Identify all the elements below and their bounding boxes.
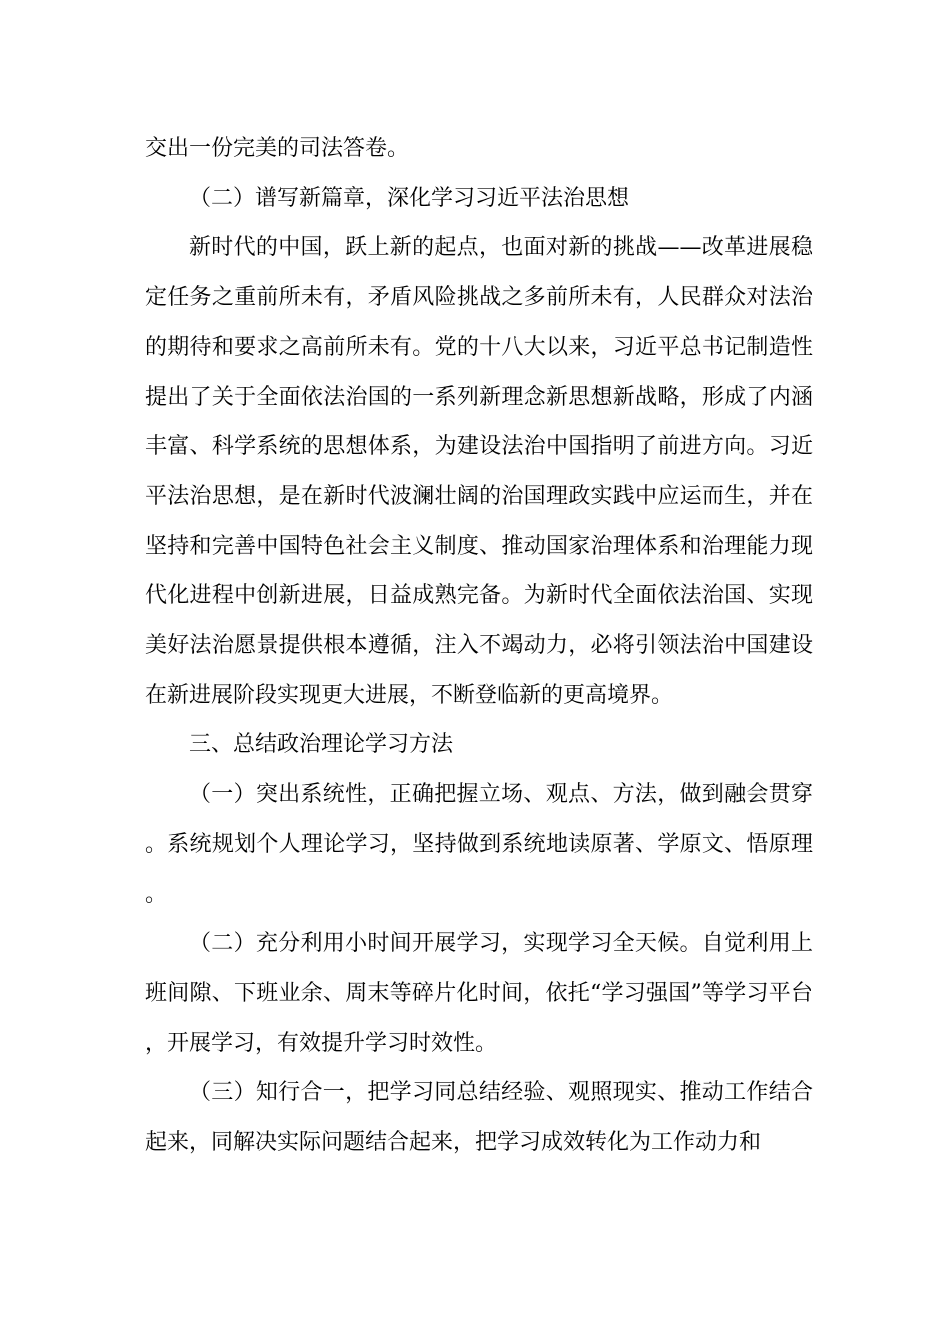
paragraph-method-2: （二）充分利用小时间开展学习，实现学习全天候。自觉利用上班间隙、下班业余、周末等碎片化时间，依托“学习强国”等学习平台，开展学习，有效提升学习时效性。	[145, 931, 813, 1056]
paragraph-method-3: （三）知行合一，把学习同总结经验、观照现实、推动工作结合起来，同解决实际问题结合起来，把学习成效转化为工作动力和	[145, 1080, 813, 1156]
paragraph-continuation: 交出一份完美的司法答卷。	[145, 136, 410, 161]
paragraph-new-era: 新时代的中国，跃上新的起点，也面对新的挑战——改革进展稳定任务之重前所未有，矛盾风险挑战之多前所未有，人民群众对法治的期待和要求之高前所未有。党的十八大以来，习近平总书记制造性提出了关于全面依法治国的一系列新理念新思想新战略，形成了内涵丰富、科学系统的思想体系，为建设法治中国指明了前进方向。习近平法治思想，是在新时代波澜壮阔的治国理政实践中应运而生，并在坚持和完善中国特色社会主义制度、推动国家治理体系和治理能力现代化进程中创新进展，日益成熟完备。为新时代全面依法治国、实现美好法治愿景提供根本遵循，注入不竭动力，必将引领法治中国建设在新进展阶段实现更大进展，不断登临新的更高境界。	[145, 235, 813, 708]
document-body	[145, 124, 813, 1168]
heading-section-3: 三、总结政治理论学习方法	[189, 732, 454, 758]
subheading-section-2: （二）谱写新篇章，深化学习习近平法治思想	[189, 185, 630, 211]
paragraph-method-1: （一）突出系统性，正确把握立场、观点、方法，做到融会贯穿。系统规划个人理论学习，坚持做到系统地读原著、学原文、悟原理。	[145, 782, 813, 907]
